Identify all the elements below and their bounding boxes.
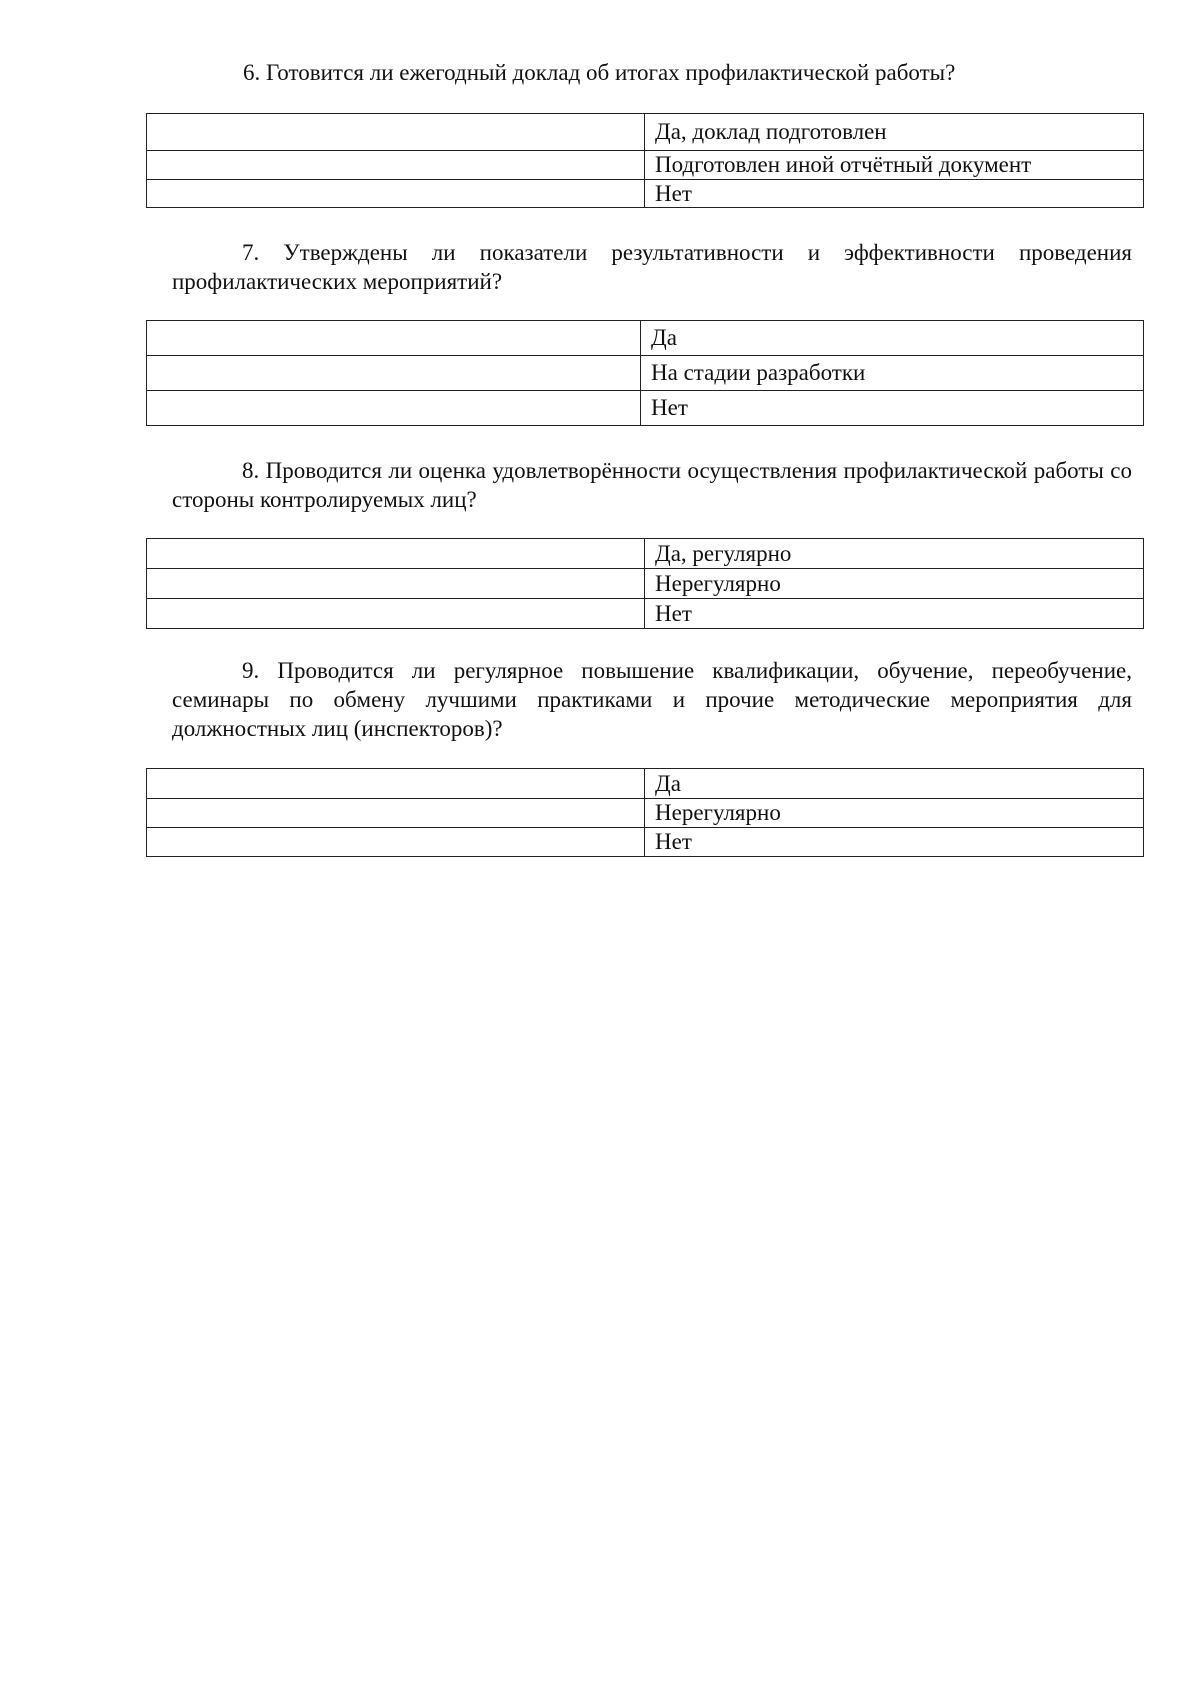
answer-mark-cell[interactable] — [147, 391, 641, 426]
answer-mark-cell[interactable] — [147, 799, 645, 828]
answer-mark-cell[interactable] — [147, 569, 645, 599]
answer-mark-cell[interactable] — [147, 321, 641, 356]
answer-row — [147, 569, 1144, 599]
answer-mark-cell[interactable] — [147, 539, 645, 569]
answer-option-label: Подготовлен иной отчётный документ — [645, 151, 1144, 180]
question-6-answers — [146, 113, 1144, 208]
answer-row — [147, 356, 1144, 391]
answer-option-label: Нет — [641, 391, 1144, 426]
answer-option-label: Нет — [645, 599, 1144, 629]
answer-mark-cell[interactable] — [147, 114, 645, 151]
answer-row — [147, 769, 1144, 799]
answer-row — [147, 599, 1144, 629]
answer-row — [147, 828, 1144, 857]
answer-mark-cell[interactable] — [147, 599, 645, 629]
answer-option-label: Нет — [645, 828, 1144, 857]
question-9-text: 9. Проводится ли регулярное повышение квалификации, обучение, переобучение, семинары по обмену лучшими практиками и прочие методические мероприятия для должностных лиц (инспекторов)? — [172, 658, 1132, 741]
answer-row — [147, 114, 1144, 151]
question-9-answers — [146, 768, 1144, 857]
answer-row — [147, 151, 1144, 180]
question-7-text: 7. Утверждены ли показатели результативности и эффективности проведения профилактических мероприятий? — [172, 240, 1132, 294]
answer-mark-cell[interactable] — [147, 769, 645, 799]
answer-option-label: Нет — [645, 180, 1144, 208]
answer-row — [147, 799, 1144, 828]
answer-option-label: Да — [641, 321, 1144, 356]
answer-row — [147, 321, 1144, 356]
answer-option-label: Да, регулярно — [645, 539, 1144, 569]
answer-option-label: Да, доклад подготовлен — [645, 114, 1144, 151]
question-6-text: 6. Готовится ли ежегодный доклад об итогах профилактической работы? — [243, 60, 956, 85]
answer-row — [147, 391, 1144, 426]
answer-mark-cell[interactable] — [147, 828, 645, 857]
question-8-answers — [146, 538, 1144, 629]
answer-row — [147, 180, 1144, 208]
answer-mark-cell[interactable] — [147, 356, 641, 391]
answer-option-label: На стадии разработки — [641, 356, 1144, 391]
answer-option-label: Да — [645, 769, 1144, 799]
answer-row — [147, 539, 1144, 569]
question-8-text: 8. Проводится ли оценка удовлетворённости осуществления профилактической работы со стороны контролируемых лиц? — [172, 458, 1132, 512]
question-7-answers — [146, 320, 1144, 426]
answer-option-label: Нерегулярно — [645, 569, 1144, 599]
answer-option-label: Нерегулярно — [645, 799, 1144, 828]
answer-mark-cell[interactable] — [147, 151, 645, 180]
answer-mark-cell[interactable] — [147, 180, 645, 208]
